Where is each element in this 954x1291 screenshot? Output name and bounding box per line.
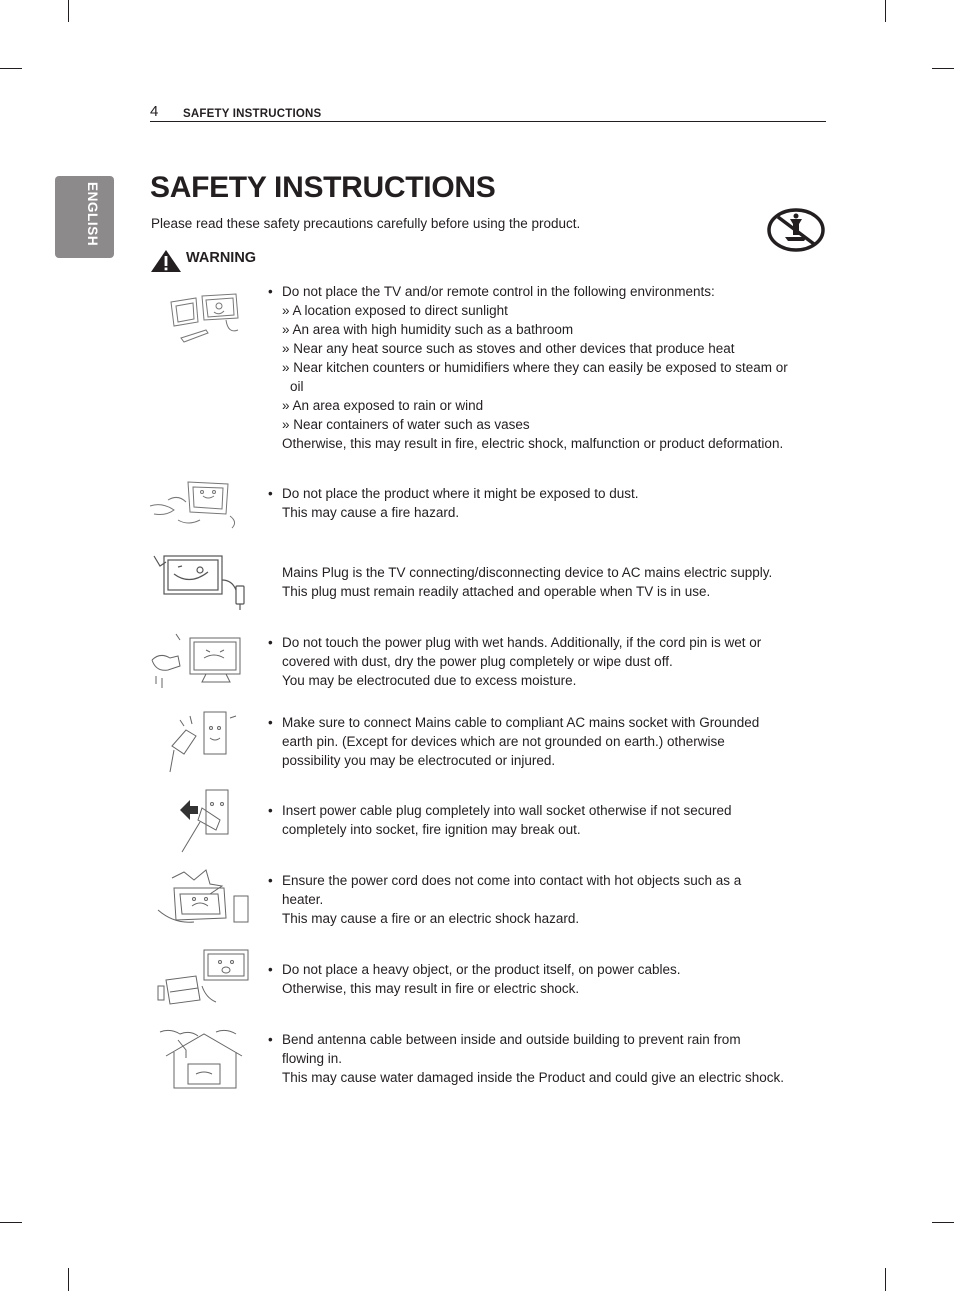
safety-item (268, 1030, 828, 1087)
bullet: • (268, 962, 273, 977)
crop-mark (932, 68, 954, 69)
header-section-title: SAFETY INSTRUCTIONS (183, 108, 322, 120)
text-line: Otherwise, this may result in fire or electric shock. (282, 981, 580, 996)
bullet: • (268, 873, 273, 888)
page-number: 4 (150, 103, 159, 120)
text-line: flowing in. (282, 1051, 343, 1066)
text-line: This plug must remain readily attached and operable when TV is in use. (282, 584, 711, 599)
language-tab-label: ENGLISH (85, 182, 100, 247)
text-line: This may cause water damaged inside the Product and could give an electric shock. (282, 1070, 785, 1085)
warning-triangle-icon (150, 249, 182, 273)
text-line: Do not place the TV and/or remote control in the following environments: (282, 284, 715, 299)
text-line: Do not place the product where it might be exposed to dust. (282, 486, 639, 501)
text-line: » An area with high humidity such as a bathroom (282, 322, 574, 337)
crop-mark (932, 1222, 954, 1223)
text-line: covered with dust, dry the power plug completely or wipe dust off. (282, 654, 673, 669)
antenna-cable-illustration (156, 1028, 250, 1090)
do-not-disassemble-icon (766, 207, 826, 253)
text-line: » Near containers of water such as vases (282, 417, 530, 432)
text-line: This may cause a fire or an electric shock hazard. (282, 911, 580, 926)
text-line: heater. (282, 892, 324, 907)
text-line: Bend antenna cable between inside and outside building to prevent rain from (282, 1032, 741, 1047)
bullet: • (268, 715, 273, 730)
text-line: Mains Plug is the TV connecting/disconnecting device to AC mains electric supply. (282, 565, 773, 580)
safety-item (268, 960, 828, 998)
bullet: • (268, 284, 273, 299)
insert-plug-illustration (176, 786, 236, 856)
heavy-object-illustration (156, 946, 252, 1010)
text-line: Insert power cable plug completely into wall socket otherwise if not secured (282, 803, 732, 818)
safety-item (268, 871, 828, 928)
page-title: SAFETY INSTRUCTIONS (150, 171, 496, 204)
text-line: » Near any heat source such as stoves and other devices that produce heat (282, 341, 735, 356)
safety-item (268, 713, 828, 770)
bullet: • (268, 486, 273, 501)
text-line: Otherwise, this may result in fire, electric shock, malfunction or product deformation. (282, 436, 784, 451)
text-line: » A location exposed to direct sunlight (282, 303, 508, 318)
text-line: You may be electrocuted due to excess moisture. (282, 673, 577, 688)
bullet: • (268, 1032, 273, 1047)
crop-mark (0, 68, 22, 69)
bullet: • (268, 803, 273, 818)
language-tab (55, 176, 114, 258)
text-line: Do not touch the power plug with wet hands. Additionally, if the cord pin is wet or (282, 635, 762, 650)
bullet: • (268, 635, 273, 650)
text-line: This may cause a fire hazard. (282, 505, 460, 520)
text-line: Do not place a heavy object, or the product itself, on power cables. (282, 962, 681, 977)
wet-hands-illustration (146, 630, 246, 690)
text-line: oil (290, 379, 304, 394)
crop-mark (885, 0, 886, 22)
text-line: » An area exposed to rain or wind (282, 398, 484, 413)
crop-mark (0, 1222, 22, 1223)
warning-label: WARNING (186, 250, 257, 266)
grounded-socket-illustration (160, 706, 240, 774)
page-header (150, 103, 826, 122)
safety-item (268, 801, 828, 839)
text-line: possibility you may be electrocuted or injured. (282, 753, 556, 768)
safety-item (268, 633, 828, 690)
text-line: Make sure to connect Mains cable to compliant AC mains socket with Grounded (282, 715, 760, 730)
crop-mark (68, 1268, 69, 1291)
text-line: earth pin. (Except for devices which are not grounded on earth.) otherwise (282, 734, 725, 749)
text-line: » Near kitchen counters or humidifiers where they can easily be exposed to steam or (282, 360, 788, 375)
intro-text: Please read these safety precautions carefully before using the product. (151, 216, 581, 231)
safety-item (268, 563, 828, 601)
tv-environment-illustration (166, 290, 246, 348)
hot-object-illustration (154, 866, 250, 936)
safety-item (268, 484, 828, 522)
crop-mark (885, 1268, 886, 1291)
mains-plug-illustration (150, 552, 246, 612)
text-line: completely into socket, fire ignition may break out. (282, 822, 581, 837)
crop-mark (68, 0, 69, 22)
safety-item (268, 282, 828, 453)
dust-illustration (148, 476, 242, 532)
text-line: Ensure the power cord does not come into contact with hot objects such as a (282, 873, 742, 888)
